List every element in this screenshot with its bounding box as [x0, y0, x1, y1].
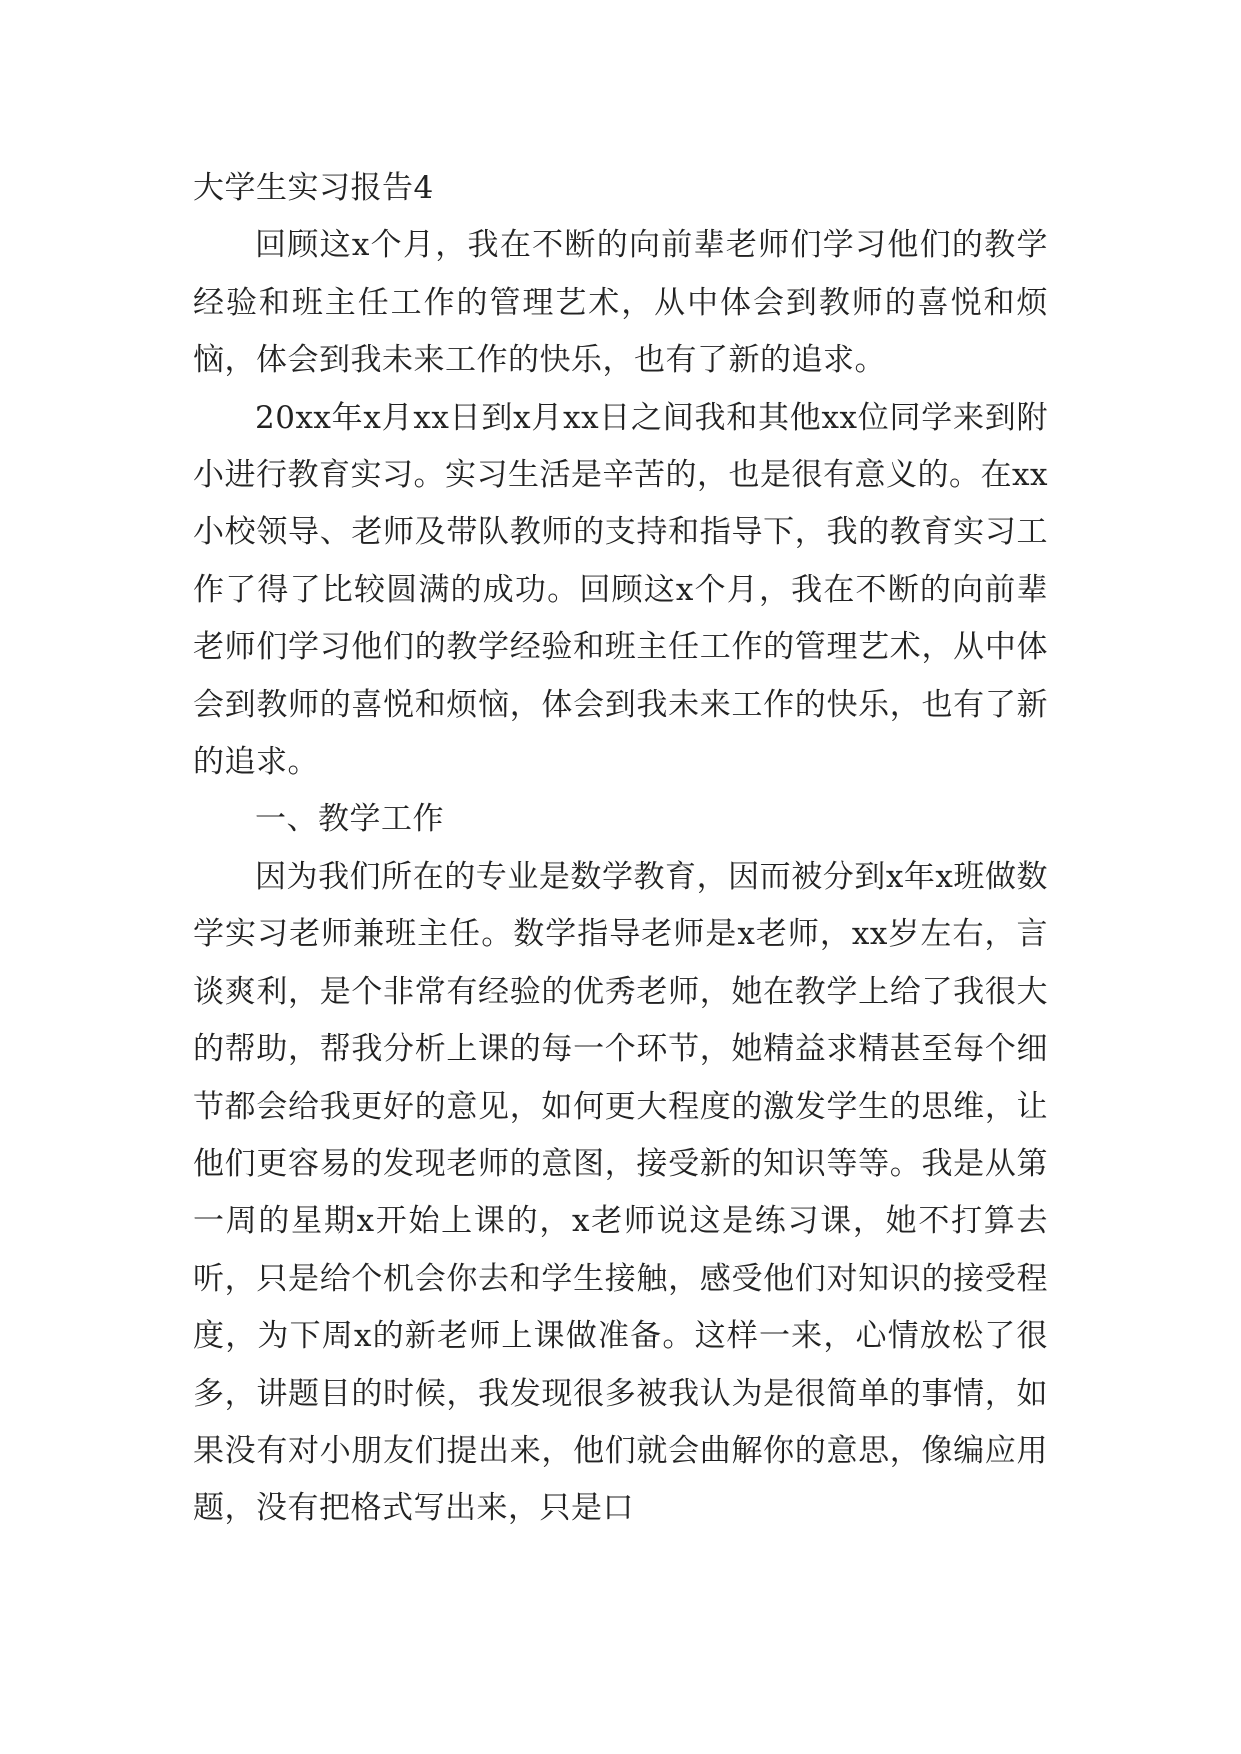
paragraph-teaching-work: 因为我们所在的专业是数学教育，因而被分到x年x班做数学实习老师兼班主任。数学指导老师是x老师，xx岁左右，言谈爽利，是个非常有经验的优秀老师，她在教学上给了我很大的帮助，帮我分析上课的每一个环节，她精益求精甚至每个细节都会给我更好的意见，如何更大程度的激发学生的思维，让他们更容易的发现老师的意图，接受新的知识等等。我是从第一周的星期x开始上课的，x老师说这是练习课，她不打算去听，只是给个机会你去和学生接触，感受他们对知识的接受程度，为下周x的新老师上课做准备。这样一来，心情放松了很多，讲题目的时候，我发现很多被我认为是很简单的事情，如果没有对小朋友们提出来，他们就会曲解你的意思，像编应用题，没有把格式写出来，只是口 [193, 858, 1048, 1527]
document-title: 大学生实习报告4 [193, 170, 434, 206]
document-body [193, 160, 1048, 1538]
paragraph-internship-overview: 20xx年x月xx日到x月xx日之间我和其他xx位同学来到附小进行教育实习。实习生活是辛苦的，也是很有意义的。在xx小校领导、老师及带队教师的支持和指导下，我的教育实习工作了得了比较圆满的成功。回顾这x个月，我在不断的向前辈老师们学习他们的教学经验和班主任工作的管理艺术，从中体会到教师的喜悦和烦恼，体会到我未来工作的快乐，也有了新的追求。 [193, 399, 1048, 781]
paragraph-intro: 回顾这x个月，我在不断的向前辈老师们学习他们的教学经验和班主任工作的管理艺术，从中体会到教师的喜悦和烦恼，体会到我未来工作的快乐，也有了新的追求。 [193, 227, 1048, 379]
section-heading-teaching: 一、教学工作 [255, 801, 444, 838]
